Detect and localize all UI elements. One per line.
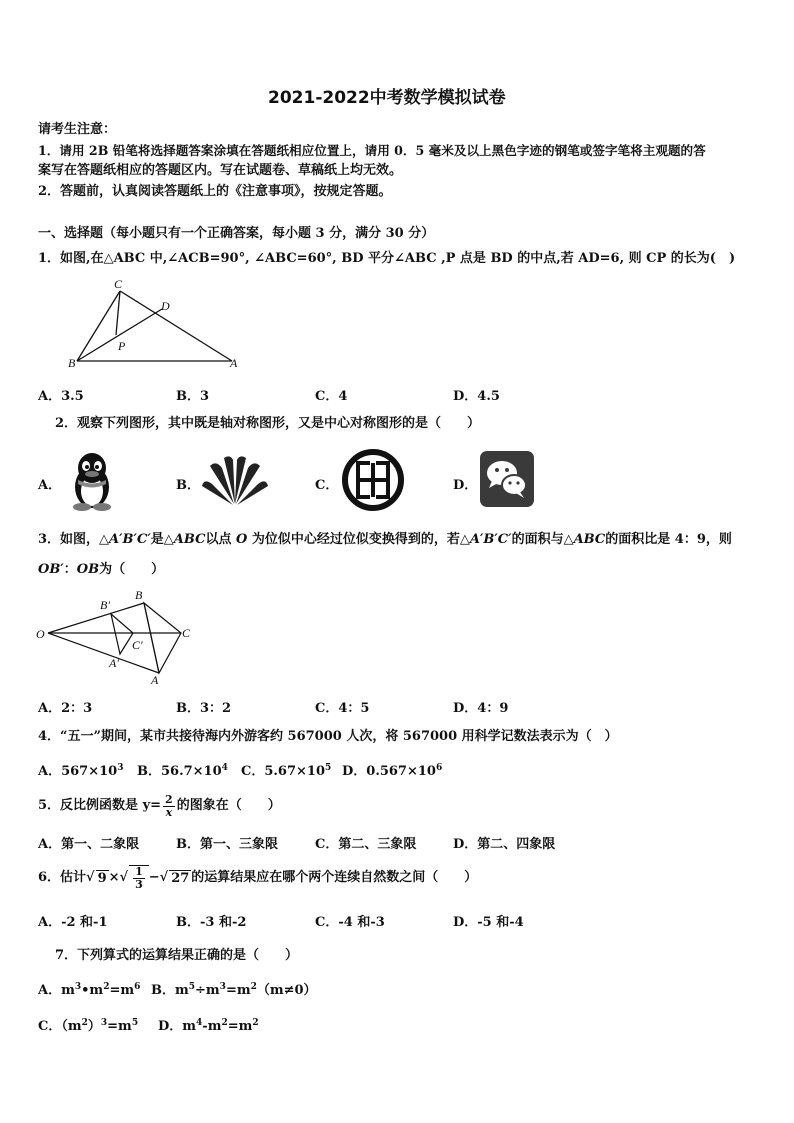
label-d: D <box>161 299 170 313</box>
notice-line-1: 1．请用 2B 铅笔将选择题答案涂填在答题纸相应位置上，请用 0．5 毫米及以上黑色字迹的钢笔或签字笔将主观题的答 <box>38 143 706 158</box>
question-5-stem <box>38 789 281 823</box>
q5-denominator: x <box>165 805 173 819</box>
notice-line-3: 2．答题前，认真阅读答题纸上的《注意事项》，按规定答题。 <box>38 184 392 199</box>
q3-text-1: 3．如图， <box>38 532 100 547</box>
q4-option-a[interactable] <box>38 760 123 779</box>
q7b-p4: （m≠0） <box>256 983 317 998</box>
label-b: B <box>135 588 143 602</box>
q5-numerator: 2 <box>165 792 173 806</box>
q6-radicand-2: 27 <box>171 870 190 886</box>
triangle-a1b1c1 <box>111 614 133 654</box>
q7b-p2: ÷m <box>195 983 220 998</box>
q7d-e1: 4 <box>196 1018 203 1028</box>
q5-text-2: 的图象在（ ） <box>176 798 281 813</box>
q7a-e2: 2 <box>103 982 110 992</box>
q1-option-d[interactable]: D．4.5 <box>453 389 500 404</box>
q4-c-exp: 5 <box>325 763 332 773</box>
q1-option-a[interactable]: A．3.5 <box>38 389 84 404</box>
q7a-e1: 3 <box>74 982 82 992</box>
q5-text-1: 5．反比例函数是 y= <box>38 798 162 813</box>
q5-option-d[interactable]: D．第二、四象限 <box>453 837 556 852</box>
q3-triangle-a1b1c1: △A′B′C′ <box>99 532 151 547</box>
q6-times: × <box>108 870 120 885</box>
q2-option-a[interactable]: A． <box>38 478 62 493</box>
q3-text-2: 是 <box>150 532 164 547</box>
q3-option-b[interactable]: B．3：2 <box>176 701 232 716</box>
q6-text-1: 6．估计 <box>38 870 87 885</box>
q7b-e2: 3 <box>219 982 226 992</box>
q7b-p3: =m <box>225 983 251 998</box>
page-title: 2021-2022中考数学模拟试卷 <box>268 88 506 108</box>
label-a: A <box>151 673 159 687</box>
penguin-logo-icon[interactable] <box>62 449 122 511</box>
label-a-prime: A′ <box>109 656 119 670</box>
q1-option-b[interactable]: B．3 <box>176 389 210 404</box>
q2-option-d[interactable]: D． <box>453 478 478 493</box>
q5-option-c[interactable]: C．第二、三象限 <box>315 837 417 852</box>
q5-option-a[interactable]: A．第一、二象限 <box>38 837 140 852</box>
q6-option-c[interactable]: C．-4 和-3 <box>315 915 385 930</box>
sqrt-icon: √ <box>86 870 95 885</box>
question-3-line-2 <box>38 562 164 578</box>
q5-fraction <box>163 794 175 819</box>
q7d-e2: 2 <box>221 1018 228 1028</box>
q3-triangle-abc-2: △ABC <box>563 532 606 547</box>
edge-ca <box>120 291 232 361</box>
q3-point-o: O <box>235 532 248 547</box>
q7c-e2: 3 <box>100 1018 108 1028</box>
q7b-p1: B．m <box>151 983 189 998</box>
q3-ob1: OB′ <box>38 562 64 577</box>
q3-text-7: 为（ ） <box>99 562 165 577</box>
question-2-stem: 2．观察下列图形，其中既是轴对称图形，又是中心对称图形的是（ ） <box>55 416 481 431</box>
q7a-e3: 6 <box>134 982 141 992</box>
q4-b-base: B．56.7×10 <box>137 764 222 779</box>
label-a: A <box>230 356 238 370</box>
icbc-logo-icon[interactable] <box>340 449 406 511</box>
q3-text-5: 的面积与 <box>511 532 564 547</box>
question-3-stem <box>38 532 732 548</box>
q7-option-c[interactable] <box>38 1015 138 1034</box>
q3-triangle-a1b1c1-2: △A′B′C′ <box>459 532 512 547</box>
q6-radicand-1: 9 <box>97 870 107 886</box>
triangle-abc <box>144 603 181 673</box>
q6-text-2: 的运算结果应在哪个两个连续自然数之间（ ） <box>191 870 478 885</box>
question-7-stem: 7．下列算式的运算结果正确的是（ ） <box>55 948 299 963</box>
q7b-e3: 2 <box>250 982 257 992</box>
q1-option-c[interactable]: C．4 <box>315 389 348 404</box>
q6-minus: − <box>148 870 160 885</box>
q3-option-c[interactable]: C．4：5 <box>315 701 370 716</box>
q7d-p1: D．m <box>158 1019 197 1034</box>
q7d-p3: =m <box>227 1019 253 1034</box>
q4-a-base: A．567×10 <box>38 764 118 779</box>
q3-option-d[interactable]: D．4：9 <box>453 701 509 716</box>
q7c-e3: 5 <box>131 1018 139 1028</box>
q6-radical-fraction <box>129 865 149 891</box>
question-1-stem: 1．如图,在△ABC 中,∠ACB=90°, ∠ABC=60°, BD 平分∠ABC ,P 点是 BD 的中点,若 AD=6, 则 CP 的长为( ) <box>38 251 736 266</box>
q3-text-6: 的面积比是 4：9，则 <box>605 532 732 547</box>
label-o: O <box>36 627 45 641</box>
section-heading: 一、选择题（每小题只有一个正确答案，每小题 3 分，满分 30 分） <box>38 226 435 241</box>
q4-option-b[interactable] <box>137 760 228 779</box>
huawei-logo-icon[interactable] <box>200 452 270 508</box>
q7d-e3: 2 <box>252 1018 259 1028</box>
ray-ob <box>48 603 144 633</box>
q7c-e1: 2 <box>81 1018 88 1028</box>
q7-option-d[interactable] <box>158 1015 259 1034</box>
notice-line-2: 案写在答题纸相应的答题区内。写在试题卷、草稿纸上均无效。 <box>38 163 403 178</box>
q7a-p3: =m <box>109 983 135 998</box>
q4-b-exp: 4 <box>221 763 228 773</box>
label-c: C <box>114 277 123 291</box>
q3-colon: ： <box>63 562 77 577</box>
q7a-p1: A．m <box>38 983 75 998</box>
q4-d-exp: 6 <box>435 763 443 773</box>
label-b-prime: B′ <box>100 598 110 612</box>
q6-option-b[interactable]: B．-3 和-2 <box>176 915 247 930</box>
q3-ob: OB <box>76 562 100 577</box>
sqrt-icon-3: √ <box>159 870 169 885</box>
q5-option-b[interactable]: B．第一、三象限 <box>176 837 278 852</box>
q2-option-c[interactable]: C． <box>315 478 339 493</box>
label-c-prime: C′ <box>132 638 143 652</box>
q6-fraction <box>133 866 145 891</box>
q7c-p3: =m <box>107 1019 132 1034</box>
q4-d-base: D．0.567×10 <box>342 764 436 779</box>
q3-text-4: 为位似中心经过位似变换得到的，若 <box>251 532 460 547</box>
q3-triangle-abc: △ABC <box>163 532 206 547</box>
q3-text-3: 以点 <box>205 532 232 547</box>
edge-bc <box>77 291 120 361</box>
label-b: B <box>68 356 76 370</box>
wechat-logo-icon[interactable] <box>480 451 534 507</box>
q7-option-b[interactable] <box>151 979 317 998</box>
question-6-stem <box>38 860 477 896</box>
question-4-stem: 4．“五一”期间，某市共接待海内外游客约 567000 人次，将 567000 用科学记数法表示为（ ） <box>38 729 618 744</box>
q2-option-b[interactable]: B． <box>176 478 200 493</box>
segment-bd <box>77 309 162 361</box>
q7c-p1: C．（m <box>38 1019 82 1034</box>
q4-option-d[interactable] <box>342 760 442 779</box>
q6-numerator: 1 <box>135 865 143 878</box>
q7-option-a[interactable] <box>38 979 140 998</box>
q1-triangle-figure <box>62 272 252 372</box>
label-c: C <box>182 626 191 640</box>
q6-denominator: 3 <box>135 878 143 891</box>
q6-option-a[interactable]: A．-2 和-1 <box>38 915 108 930</box>
sqrt-icon-2: √ <box>119 870 129 885</box>
q7b-e1: 5 <box>188 982 196 992</box>
label-p: P <box>118 339 126 353</box>
q4-a-exp: 3 <box>117 763 124 773</box>
notice-heading: 请考生注意： <box>38 122 117 137</box>
q4-c-base: C．5.67×10 <box>241 764 325 779</box>
q7a-p2: •m <box>81 983 104 998</box>
q3-option-a[interactable]: A．2：3 <box>38 701 93 716</box>
q6-option-d[interactable]: D．-5 和-4 <box>453 915 524 930</box>
q4-option-c[interactable] <box>241 760 331 779</box>
q7c-p2: ） <box>87 1019 101 1034</box>
q7d-p2: -m <box>202 1019 222 1034</box>
q3-homothety-figure <box>34 586 204 686</box>
